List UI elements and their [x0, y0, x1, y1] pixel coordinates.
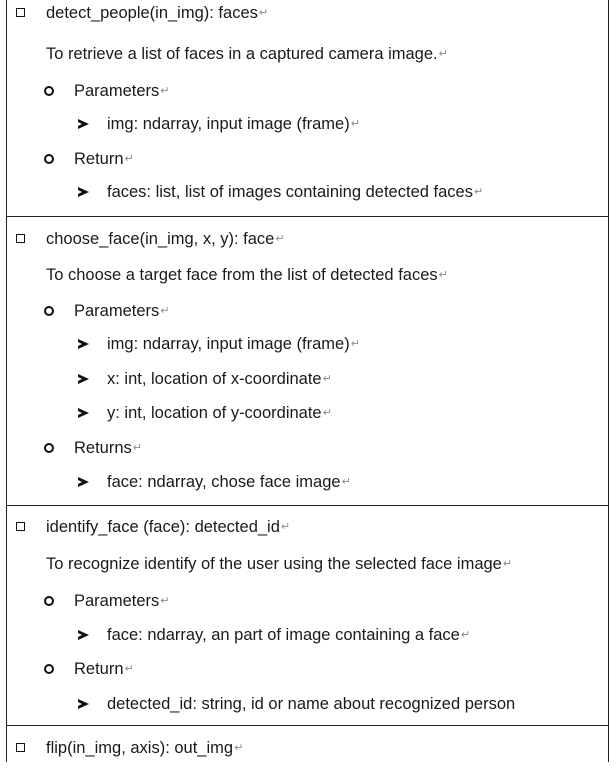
- return-mark-icon: ↵: [502, 558, 513, 570]
- return-label: Returns ↵: [74, 439, 142, 457]
- return-mark-icon: ↵: [258, 7, 269, 19]
- circle-bullet-icon: [44, 154, 54, 164]
- return-mark-icon: ↵: [350, 338, 360, 350]
- return-mark-icon: ↵: [132, 442, 142, 454]
- return-mark-icon: ↵: [322, 373, 332, 385]
- return-mark-icon: ↵: [280, 521, 291, 533]
- section-separator: [6, 725, 609, 726]
- return-mark-icon: ↵: [275, 233, 285, 245]
- param-item: img: ndarray, input image (frame) ↵: [107, 115, 360, 133]
- checkbox-square-icon: [16, 522, 25, 531]
- params-label: Parameters ↵: [74, 82, 170, 100]
- return-item: detected_id: string, id or name about recognized person: [107, 695, 516, 713]
- function-description: To retrieve a list of faces in a captured camera image. ↵: [46, 45, 448, 63]
- circle-bullet-icon: [44, 86, 54, 96]
- arrow-bullet-icon: [78, 699, 89, 709]
- return-mark-icon: ↵: [160, 305, 170, 317]
- arrow-bullet-icon: [78, 374, 89, 384]
- circle-bullet-icon: [44, 596, 54, 606]
- checkbox-square-icon: [16, 8, 25, 17]
- return-mark-icon: ↵: [350, 118, 360, 130]
- param-item: img: ndarray, input image (frame) ↵: [107, 335, 360, 353]
- checkbox-square-icon: [16, 234, 25, 243]
- circle-bullet-icon: [44, 306, 54, 316]
- params-label: Parameters ↵: [74, 302, 170, 320]
- function-signature: flip(in_img, axis): out_img ↵: [46, 739, 244, 757]
- return-item: faces: list, list of images containing detected faces ↵: [107, 183, 484, 201]
- return-mark-icon: ↵: [473, 186, 484, 198]
- return-mark-icon: ↵: [438, 48, 448, 60]
- function-signature: identify_face (face): detected_id ↵: [46, 518, 291, 536]
- return-mark-icon: ↵: [124, 153, 134, 165]
- return-mark-icon: ↵: [124, 663, 134, 675]
- param-item: y: int, location of y-coordinate ↵: [107, 404, 332, 422]
- return-mark-icon: ↵: [160, 85, 170, 97]
- return-mark-icon: ↵: [322, 407, 332, 419]
- arrow-bullet-icon: [78, 630, 89, 640]
- section-separator: [6, 216, 609, 217]
- arrow-bullet-icon: [78, 477, 89, 487]
- arrow-bullet-icon: [78, 339, 89, 349]
- arrow-bullet-icon: [78, 119, 89, 129]
- return-mark-icon: ↵: [234, 742, 244, 754]
- checkbox-square-icon: [16, 743, 25, 752]
- return-label: Return ↵: [74, 150, 134, 168]
- return-mark-icon: ↵: [438, 269, 448, 281]
- return-label: Return ↵: [74, 660, 134, 678]
- section-separator: [6, 505, 609, 506]
- param-item: face: ndarray, an part of image containing a face ↵: [107, 626, 471, 644]
- circle-bullet-icon: [44, 664, 54, 674]
- function-description: To recognize identify of the user using the selected face image ↵: [46, 555, 513, 573]
- circle-bullet-icon: [44, 443, 54, 453]
- function-signature: detect_people(in_img): faces ↵: [46, 4, 269, 22]
- return-mark-icon: ↵: [460, 629, 471, 641]
- function-description: To choose a target face from the list of detected faces ↵: [46, 266, 448, 284]
- function-signature: choose_face(in_img, x, y): face ↵: [46, 230, 285, 248]
- param-item: x: int, location of x-coordinate ↵: [107, 370, 332, 388]
- return-mark-icon: ↵: [160, 595, 170, 607]
- return-item: face: ndarray, chose face image ↵: [107, 473, 351, 491]
- arrow-bullet-icon: [78, 408, 89, 418]
- return-mark-icon: ↵: [341, 476, 351, 488]
- params-label: Parameters ↵: [74, 592, 170, 610]
- arrow-bullet-icon: [78, 187, 89, 197]
